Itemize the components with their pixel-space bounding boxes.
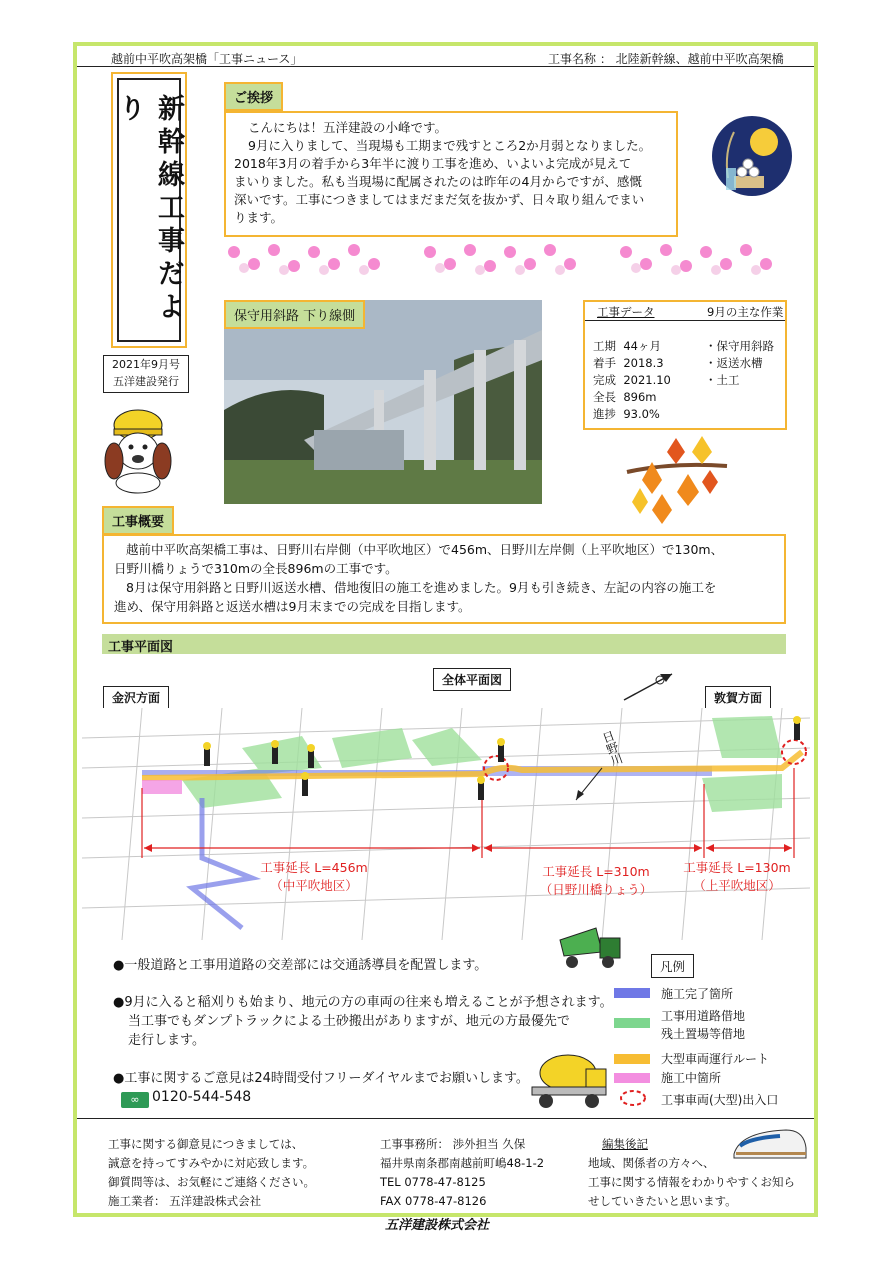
footer-line: 御質問等は、お気軽にご連絡ください。 bbox=[108, 1175, 315, 1189]
section-1-area: （中平吹地区） bbox=[270, 878, 358, 893]
plan-map bbox=[82, 708, 810, 940]
kanazawa-direction: 金沢方面 bbox=[103, 686, 169, 709]
data-label: 完成 bbox=[593, 373, 616, 387]
freedial-number[interactable]: 0120-544-548 bbox=[152, 1089, 252, 1105]
section-1-length: 工事延長 L=456m bbox=[260, 860, 368, 875]
data-label: 工期 bbox=[593, 339, 616, 353]
newsletter-title-box bbox=[111, 72, 187, 348]
section-2-length: 工事延長 L=310m bbox=[542, 864, 650, 879]
moon-viewing-icon bbox=[704, 112, 800, 204]
overall-plan-label: 全体平面図 bbox=[433, 668, 511, 691]
data-label: 着手 bbox=[593, 356, 616, 370]
greeting-heading: ご挨拶 bbox=[224, 82, 283, 111]
footer-line: 工事に関する情報をわかりやすくお知ら bbox=[588, 1175, 795, 1189]
flower-decoration-icon bbox=[616, 240, 786, 278]
overview-line: 日野川橋りょうで310mの全長896mの工事です。 bbox=[114, 561, 398, 576]
data-value: 2018.3 bbox=[623, 356, 664, 370]
newsletter-title: 新幹線工事だより bbox=[114, 94, 184, 325]
greeting-box bbox=[224, 111, 678, 237]
project-data-box bbox=[583, 300, 787, 430]
overview-line: 8月は保守用斜路と日野川返送水槽、借地復旧の施工を進めました。9月も引き続き、左記の内容の施工を bbox=[126, 580, 717, 595]
tsuruga-direction: 敦賀方面 bbox=[705, 686, 771, 709]
legend-ongoing: 施工中箇所 bbox=[661, 1071, 722, 1085]
photo-caption: 保守用斜路 下り線側 bbox=[224, 300, 365, 329]
footer-line: 工事事務所： 渉外担当 久保 bbox=[380, 1137, 526, 1151]
legend-entrance-icon bbox=[618, 1088, 648, 1108]
greeting-line: 9月に入りまして、当現場も工期まで残すところ2か月弱となりました。 bbox=[248, 138, 652, 153]
note-traffic-guide: ●一般道路と工事用道路の交差部には交通誘導員を配置します。 bbox=[113, 958, 488, 973]
footer-divider bbox=[77, 1118, 814, 1119]
greeting-line: ります。 bbox=[234, 210, 284, 225]
monthly-work-item: ・保守用斜路 bbox=[705, 339, 774, 353]
dump-truck-icon bbox=[556, 922, 624, 972]
greeting-line: まいりました。私も当現場に配属されたのは昨年の4月からですが、感慨 bbox=[234, 174, 642, 189]
shinkansen-icon bbox=[730, 1124, 808, 1164]
legend-route: 大型車両運行ルート bbox=[661, 1052, 770, 1066]
footer-contact-note bbox=[108, 1135, 315, 1211]
monthly-work-item: ・土工 bbox=[705, 373, 740, 387]
legend-complete: 施工完了箇所 bbox=[661, 987, 734, 1001]
north-arrow-icon bbox=[620, 668, 676, 704]
header-project-name: 工事名称 ： 北陸新幹線、越前中平吹高架橋 bbox=[548, 52, 784, 66]
footer-line: 工事に関する御意見につきましては、 bbox=[108, 1137, 304, 1151]
legend-soil-lease: 残土置場等借地 bbox=[661, 1027, 746, 1041]
footer-line: 施工業者： 五洋建設株式会社 bbox=[108, 1194, 262, 1208]
overview-heading: 工事概要 bbox=[102, 506, 174, 535]
issue-box bbox=[103, 355, 189, 393]
footer-line: TEL 0778-47-8125 bbox=[380, 1175, 486, 1189]
legend-ongoing-swatch bbox=[614, 1073, 650, 1083]
flower-decoration-icon bbox=[420, 240, 590, 278]
overview-box bbox=[102, 534, 786, 624]
issue-date: 2021年9月号 bbox=[112, 358, 180, 371]
company-name: 五洋建設株式会社 bbox=[385, 1218, 490, 1233]
legend-complete-swatch bbox=[614, 988, 650, 998]
data-value: 44ヶ月 bbox=[623, 339, 661, 353]
note-harvest-line: 当工事でもダンプトラックによる土砂搬出がありますが、地元の方最優先で bbox=[128, 1014, 570, 1029]
header-divider bbox=[77, 66, 814, 67]
data-value: 93.0% bbox=[623, 407, 660, 421]
legend-lease-swatch bbox=[614, 1018, 650, 1028]
mixer-truck-icon bbox=[526, 1047, 610, 1111]
overview-line: 越前中平吹高架橋工事は、日野川右岸側（中平吹地区）で456m、日野川左岸側（上平吹地区）で130m、 bbox=[126, 542, 724, 557]
editorial-title: 編集後記 bbox=[602, 1137, 648, 1151]
legend-entrance: 工事車両(大型)出入口 bbox=[661, 1093, 779, 1107]
legend-title: 凡例 bbox=[651, 954, 694, 978]
note-feedback: ●工事に関するご意見は24時間受付フリーダイヤルまでお願いします。 bbox=[113, 1071, 529, 1086]
section-3-length: 工事延長 L=130m bbox=[683, 860, 791, 875]
data-label: 全長 bbox=[593, 390, 616, 404]
legend-route-swatch bbox=[614, 1054, 650, 1064]
greeting-line: 深いです。工事につきましてはまだまだ気を抜かず、日々取り組んでまい bbox=[234, 192, 645, 207]
overview-line: 進め、保守用斜路と返送水槽は9月末までの完成を目指します。 bbox=[114, 599, 471, 614]
footer-line: 地域、関係者の方々へ、 bbox=[588, 1156, 715, 1170]
data-value: 896m bbox=[623, 390, 657, 404]
note-harvest: ●9月に入ると稲刈りも始まり、地元の方の車両の往来も増えることが予想されます。 bbox=[113, 995, 613, 1010]
section-3-area: （上平吹地区） bbox=[693, 878, 781, 893]
footer-line: FAX 0778-47-8126 bbox=[380, 1194, 487, 1208]
data-value: 2021.10 bbox=[623, 373, 671, 387]
plan-heading: 工事平面図 bbox=[102, 634, 786, 654]
greeting-line: 2018年3月の着手から3年半に渡り工事を進め、いよいよ完成が見えて bbox=[234, 156, 632, 171]
header-newsletter-name: 越前中平吹高架橋「工事ニュース」 bbox=[111, 52, 303, 66]
project-data-heading: 工事データ bbox=[597, 305, 655, 319]
data-label: 進捗 bbox=[593, 407, 616, 421]
flower-decoration-icon bbox=[224, 240, 394, 278]
footer-line: 福井県南条郡南越前町嶋48-1-2 bbox=[380, 1156, 545, 1170]
footer-office bbox=[380, 1135, 544, 1211]
footer-line: せしていきたいと思います。 bbox=[588, 1194, 737, 1208]
legend-road-lease: 工事用道路借地 bbox=[661, 1009, 746, 1023]
note-harvest-line: 走行します。 bbox=[128, 1033, 205, 1048]
freedial-icon: ∞ bbox=[121, 1092, 149, 1108]
river-label: 日野川 bbox=[599, 728, 625, 768]
footer-line: 誠意を持ってすみやかに対応致します。 bbox=[108, 1156, 315, 1170]
section-2-area: （日野川橋りょう） bbox=[539, 882, 653, 897]
monthly-work-item: ・返送水槽 bbox=[705, 356, 763, 370]
autumn-leaves-icon bbox=[622, 432, 732, 528]
mascot-dog-icon bbox=[98, 405, 176, 495]
greeting-line: こんにちは！五洋建設の小峰です。 bbox=[248, 120, 448, 135]
viaduct-photo bbox=[224, 300, 542, 504]
monthly-works-heading: 9月の主な作業 bbox=[707, 305, 784, 319]
issue-publisher: 五洋建設発行 bbox=[113, 375, 179, 388]
